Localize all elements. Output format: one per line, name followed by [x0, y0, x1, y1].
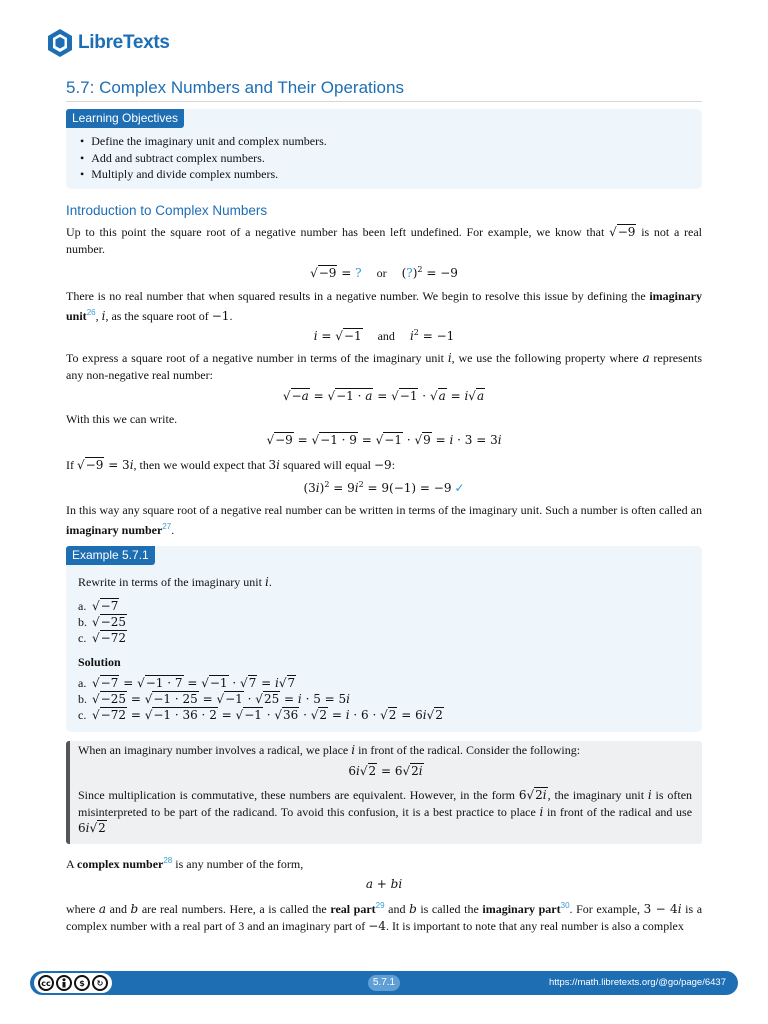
paragraph: where a and b are real numbers. Here, a is called the real part$^{29}$ and b is called the imaginary part$^{30}$. For example, 3 − 4i is a complex number with a real part of 3 and an imaginary part of −4. It is important to note that any real number is also a complex	[66, 901, 703, 933]
example-item: c. √−72	[78, 631, 126, 645]
license-badge[interactable]	[34, 973, 112, 993]
by-icon	[56, 975, 72, 991]
section-heading: Introduction to Complex Numbers	[66, 203, 268, 218]
objective-item: • Multiply and divide complex numbers.	[80, 166, 327, 183]
paragraph: In this way any square root of a negative real number can be written in terms of the imaginary unit. Such a number is often called an imaginary number$^{27}$.	[66, 503, 702, 537]
solution-item: b. √−25 = √−1 · 25 = √−1 · √25 = i · 5 = 5i	[78, 692, 351, 706]
footnote-link[interactable]: 29	[375, 901, 385, 910]
page-url-link[interactable]: https://math.libretexts.org/@go/page/6437	[548, 977, 726, 988]
paragraph: There is no real number that when squared results in a negative number. We begin to resolve this issue by defining the imaginary unit$^{26}$, i, as the square root of −1.	[66, 289, 702, 323]
objective-item: • Add and subtract complex numbers.	[80, 150, 327, 167]
paragraph: Up to this point the square root of a negative number has been left undefined. For example, we know that √−9 is not a real number.	[66, 225, 703, 256]
footnote-link[interactable]: 27	[162, 521, 172, 531]
nc-icon: $	[74, 975, 90, 991]
example-box: Example 5.7.1 Rewrite in terms of the imaginary unit i. a. √−7 b. √−25 c. √−72 Solution a. √−7 = √−1 · 7 = √−1 · √7 = i√7 b. √−25 = √−1 · 25 = √−1 · √25 = i · 5 = 5i c. √−72 = √−1 · 36 · 2 = √−1 · √36 · √2 = i · 6 · √2 = 6i√2	[66, 546, 702, 732]
example-label: Example 5.7.1	[66, 546, 155, 565]
solution-item: a. √−7 = √−1 · 7 = √−1 · √7 = i√7	[78, 676, 296, 690]
paragraph: A complex number$^{28}$ is any number of the form,	[66, 856, 304, 871]
equation: √−a = √−1 · a = √−1 · √a = i√a	[282, 389, 485, 403]
footer-bar	[30, 971, 738, 995]
title-divider	[66, 101, 702, 102]
learning-objectives-box	[66, 109, 702, 189]
paragraph: To express a square root of a negative number in terms of the imaginary unit i, we use the following property where a represents any non-negative real number:	[66, 351, 703, 382]
libretexts-logo[interactable]	[46, 28, 170, 58]
page-title: 5.7: Complex Numbers and Their Operations	[66, 78, 404, 97]
checkmark-icon: ✓	[454, 481, 465, 495]
example-item: a. √−7	[78, 599, 119, 613]
libretexts-logo-icon	[46, 28, 74, 58]
cc-icon: cc	[38, 975, 54, 991]
equation: √−9 = ? or (?)$^2$ = −9	[310, 265, 458, 280]
equation: a + bi	[365, 877, 403, 891]
equation: √−9 = √−1 · 9 = √−1 · √9 = i · 3 = 3i	[266, 433, 502, 447]
objectives-list	[80, 133, 327, 183]
note-box: When an imaginary number involves a radical, we place i in front of the radical. Consider the following: 6i√2 = 6√2i Since multiplication is commutative, these numbers are equivalent. However, in the form 6√2i, the imaginary unit i is often misinterpreted to be part of the radicand. To avoid this confusion, it is a best practice to place i in front of the radical and use 6i√2	[66, 741, 702, 844]
logo-text: LibreTexts	[78, 32, 170, 53]
equation: $(3i)^2 = 9i^2 = 9(-1) = -9$ ✓	[303, 480, 465, 495]
objective-item: • Define the imaginary unit and complex numbers.	[80, 133, 327, 150]
page-number: 5.7.1	[368, 975, 400, 991]
footnote-link[interactable]: 26	[86, 307, 96, 317]
sa-icon: ↻	[92, 975, 108, 991]
equation: i = √−1 and $i^2 = -1$	[313, 328, 455, 343]
example-prompt: Rewrite in terms of the imaginary unit	[78, 575, 262, 589]
example-item: b. √−25	[78, 615, 126, 629]
solution-item: c. √−72 = √−1 · 36 · 2 = √−1 · √36 · √2 = i · 6 · √2 = 6i√2	[78, 708, 443, 722]
learning-objectives-label: Learning Objectives	[66, 109, 184, 128]
paragraph: With this we can write.	[66, 412, 178, 426]
footnote-link[interactable]: 30	[560, 901, 570, 910]
solution-label: Solution	[78, 655, 121, 669]
paragraph: If √−9 = 3i, then we would expect that 3i squared will equal −9:	[66, 458, 396, 472]
footnote-link[interactable]: 28	[163, 856, 173, 865]
